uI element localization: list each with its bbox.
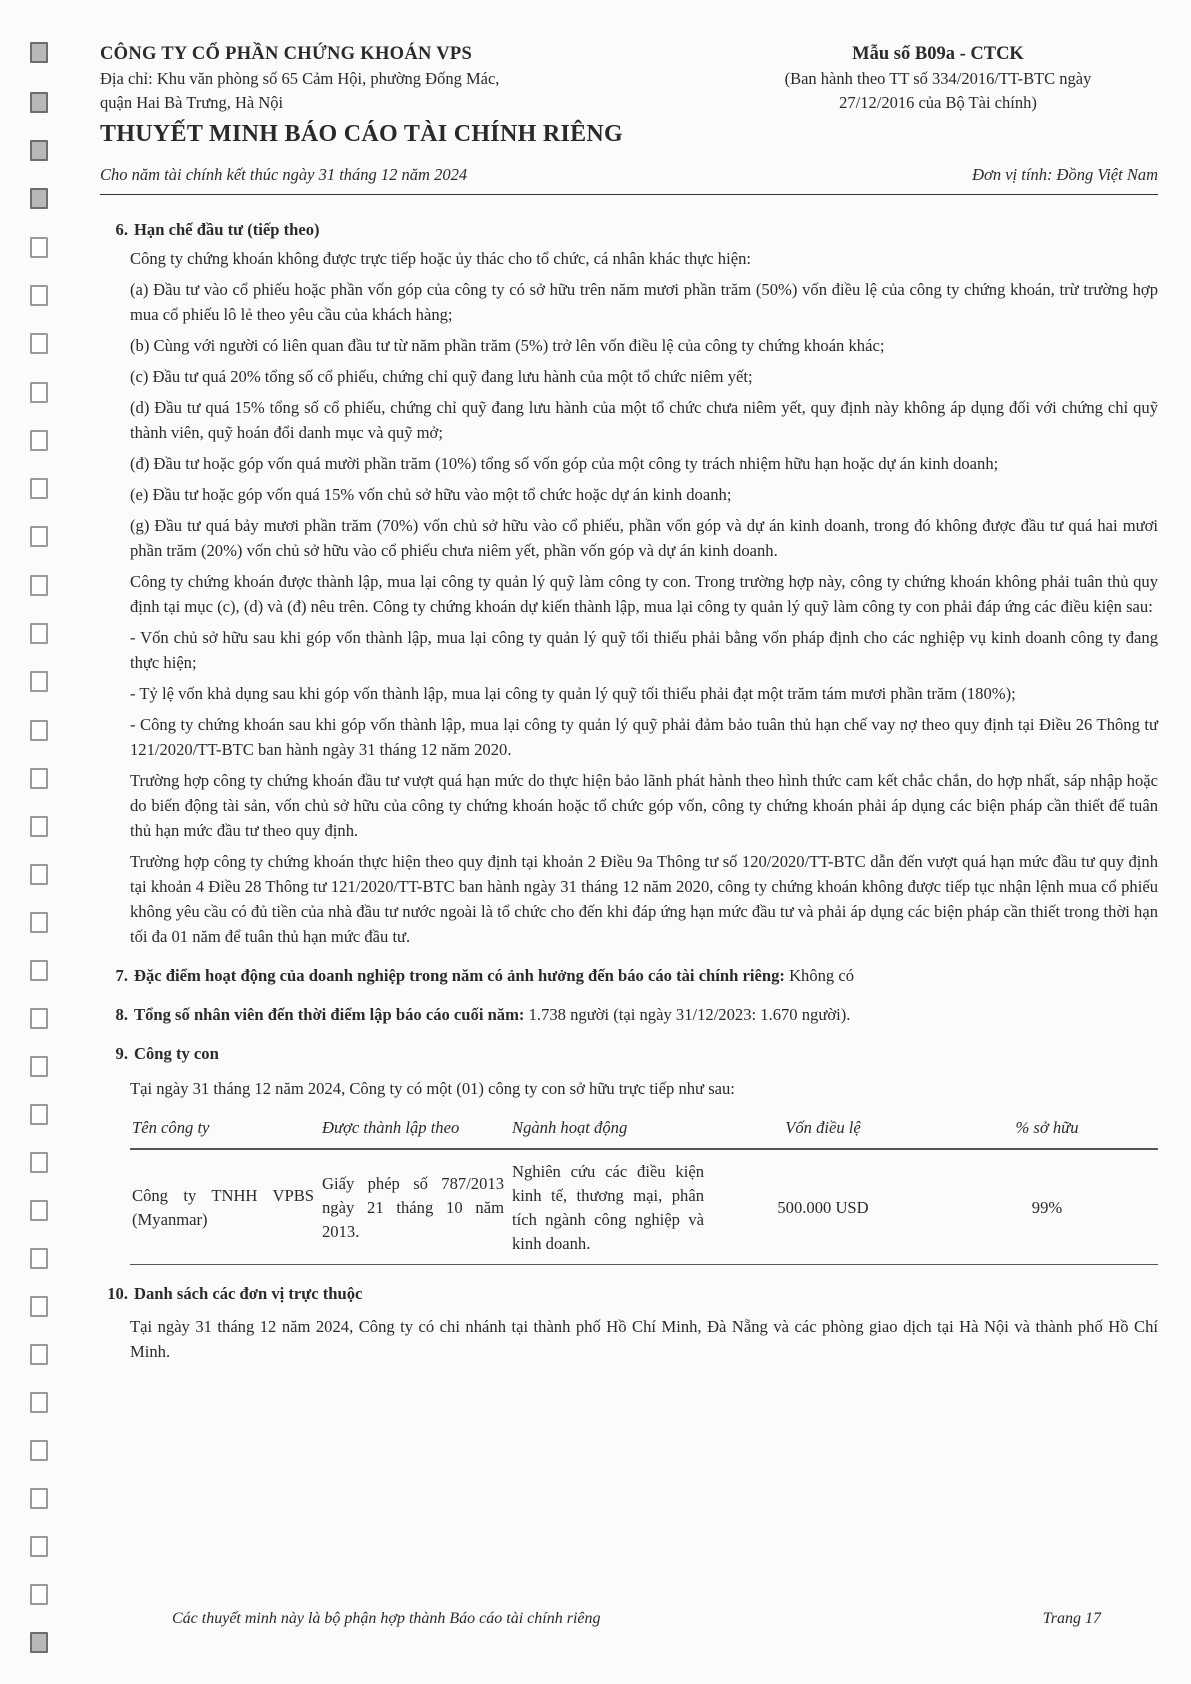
currency-unit: Đơn vị tính: Đồng Việt Nam <box>972 165 1158 184</box>
section-title: Đặc điểm hoạt động của doanh nghiệp trong năm có ảnh hưởng đến báo cáo tài chính riêng: <box>134 966 785 985</box>
paragraph: (a) Đầu tư vào cổ phiếu hoặc phần vốn góp của công ty có sở hữu trên năm mươi phần trăm (50%) vốn điều lệ của công ty chứng khoán, trừ trường hợp mua cổ phiếu lô lẻ theo yêu cầu của khách hàng; <box>130 280 1158 324</box>
section-10-heading <box>100 1281 1158 1306</box>
binding-hole <box>30 623 48 644</box>
section-number: 8. <box>115 1005 128 1024</box>
section-value: 1.738 người (tại ngày 31/12/2023: 1.670 người). <box>528 1005 851 1024</box>
col-header-company: Tên công ty <box>130 1111 320 1149</box>
form-note-line1: (Ban hành theo TT số 334/2016/TT-BTC ngày <box>784 69 1092 88</box>
page-number: Trang 17 <box>1042 1610 1101 1627</box>
binding-hole <box>30 816 48 837</box>
footer-note: Các thuyết minh này là bộ phận hợp thành Báo cáo tài chính riêng <box>172 1610 601 1627</box>
section-number: 6. <box>115 220 128 239</box>
cell-ownership: 99% <box>940 1149 1158 1265</box>
section-number: 7. <box>115 966 128 985</box>
binding-hole <box>30 188 48 209</box>
paragraph: - Vốn chủ sở hữu sau khi góp vốn thành lập, mua lại công ty quản lý quỹ tối thiểu phải bằng vốn pháp định cho các nghiệp vụ kinh doanh công ty đang thực hiện; <box>130 628 1158 672</box>
binding-hole <box>30 960 48 981</box>
company-block <box>100 44 720 148</box>
binding-hole <box>30 1536 48 1557</box>
table-header-row <box>130 1111 1158 1149</box>
binding-hole <box>30 382 48 403</box>
binding-hole <box>30 1392 48 1413</box>
fiscal-year: Cho năm tài chính kết thúc ngày 31 tháng 12 năm 2024 <box>100 165 468 184</box>
section-title: Tổng số nhân viên đến thời điểm lập báo cáo cuối năm: <box>134 1005 525 1024</box>
col-header-ownership: % sở hữu <box>940 1111 1158 1149</box>
subsidiary-table <box>130 1111 1158 1265</box>
paragraph: (b) Cùng với người có liên quan đầu tư từ năm phần trăm (5%) trở lên vốn điều lệ của công ty chứng khoán khác; <box>130 336 885 355</box>
form-block <box>718 44 1158 115</box>
binding-hole <box>30 478 48 499</box>
binding-hole <box>30 1152 48 1173</box>
cell-activity: Nghiên cứu các điều kiện kinh tế, thương mại, phân tích ngành công nghiệp và kinh doanh. <box>510 1149 710 1265</box>
binding-hole <box>30 526 48 547</box>
binding-hole <box>30 1440 48 1461</box>
paragraph: - Công ty chứng khoán sau khi góp vốn thành lập, mua lại công ty quản lý quỹ phải đảm bảo tuân thủ hạn chế vay nợ theo quy định tại Điều 26 Thông tư 121/2020/TT-BTC ban hành ngày 31 tháng 12 năm 2020. <box>130 715 1158 759</box>
binding-hole <box>30 768 48 789</box>
report-title: THUYẾT MINH BÁO CÁO TÀI CHÍNH RIÊNG <box>100 121 624 147</box>
document-body <box>100 217 1158 1364</box>
paragraph: (đ) Đầu tư hoặc góp vốn quá mười phần trăm (10%) tổng số vốn góp của một công ty trách nhiệm hữu hạn hoặc dự án kinh doanh; <box>130 454 999 473</box>
form-note-line2: 27/12/2016 của Bộ Tài chính) <box>839 93 1037 112</box>
binding-hole <box>30 864 48 885</box>
binding-hole <box>30 575 48 596</box>
section-number: 9. <box>115 1044 128 1063</box>
binding-hole <box>30 1296 48 1317</box>
binding-hole <box>30 333 48 354</box>
paragraph: (g) Đầu tư quá bảy mươi phần trăm (70%) vốn chủ sở hữu vào cổ phiếu, phần vốn góp và dự án kinh doanh, trong đó không được đầu tư quá hai mươi phần trăm (20%) vốn chủ sở hữu vào cổ phiếu chưa niêm yết, phần vốn góp và dự án kinh doanh. <box>130 516 1158 560</box>
binding-hole <box>30 285 48 306</box>
binding-hole <box>30 1344 48 1365</box>
binding-hole <box>30 720 48 741</box>
section-9-heading <box>100 1041 1158 1066</box>
binding-hole <box>30 1584 48 1605</box>
col-header-activity: Ngành hoạt động <box>510 1111 710 1149</box>
section-title: Hạn chế đầu tư (tiếp theo) <box>134 220 320 239</box>
binding-hole <box>30 140 48 161</box>
binding-hole <box>30 1200 48 1221</box>
paragraph: Trường hợp công ty chứng khoán đầu tư vượt quá hạn mức do thực hiện bảo lãnh phát hành theo hình thức cam kết chắc chắn, do hợp nhất, sáp nhập hoặc do biến động tài sản, vốn chủ sở hữu của công ty chứng khoán hoặc tổ chức góp vốn, công ty chứng khoán phải áp dụng các biện pháp cần thiết để tuân thủ hạn mức đầu tư theo quy định. <box>130 771 1158 840</box>
binding-hole <box>30 1008 48 1029</box>
section-title: Công ty con <box>134 1044 219 1063</box>
company-name: CÔNG TY CỔ PHẦN CHỨNG KHOÁN VPS <box>100 44 473 64</box>
section-6-heading <box>100 217 1158 242</box>
col-header-established: Được thành lập theo <box>320 1111 510 1149</box>
section-title: Danh sách các đơn vị trực thuộc <box>134 1284 363 1303</box>
binding-hole <box>30 237 48 258</box>
paragraph: (c) Đầu tư quá 20% tổng số cổ phiếu, chứng chỉ quỹ đang lưu hành của một tổ chức niêm yết; <box>130 367 753 386</box>
paragraph: Công ty chứng khoán được thành lập, mua lại công ty quản lý quỹ làm công ty con. Trong trường hợp này, công ty chứng khoán không phải tuân thủ quy định tại mục (c), (d) và (đ) nêu trên. Công ty chứng khoán dự kiến thành lập, mua lại công ty quản lý quỹ làm công ty con phải đáp ứng các điều kiện sau: <box>130 572 1158 616</box>
binding-hole <box>30 1104 48 1125</box>
binding-hole <box>30 912 48 933</box>
binding-holes <box>18 0 58 1684</box>
binding-hole <box>30 430 48 451</box>
paragraph: Công ty chứng khoán không được trực tiếp hoặc ủy thác cho tổ chức, cá nhân khác thực hiện: <box>130 249 751 268</box>
binding-hole <box>30 671 48 692</box>
binding-hole <box>30 42 48 63</box>
paragraph: - Tỷ lệ vốn khả dụng sau khi góp vốn thành lập, mua lại công ty quản lý quỹ tối thiểu phải đạt một trăm tám mươi phần trăm (180%); <box>130 684 1016 703</box>
binding-hole <box>30 1488 48 1509</box>
cell-established: Giấy phép số 787/2013 ngày 21 tháng 10 năm 2013. <box>320 1149 510 1265</box>
form-number: Mẫu số B09a - CTCK <box>852 44 1024 64</box>
binding-hole <box>30 92 48 113</box>
table-row <box>130 1149 1158 1265</box>
section-number: 10. <box>107 1284 128 1303</box>
binding-hole <box>30 1248 48 1269</box>
page-header <box>100 44 1158 195</box>
paragraph: (e) Đầu tư hoặc góp vốn quá 15% vốn chủ sở hữu vào một tổ chức hoặc dự án kinh doanh; <box>130 485 732 504</box>
section-7-heading <box>100 963 1158 988</box>
paragraph: Tại ngày 31 tháng 12 năm 2024, Công ty có một (01) công ty con sở hữu trực tiếp như sau: <box>130 1079 735 1098</box>
cell-company: Công ty TNHH VPBS (Myanmar) <box>130 1149 320 1265</box>
binding-hole <box>30 1056 48 1077</box>
paragraph: (d) Đầu tư quá 15% tổng số cổ phiếu, chứng chỉ quỹ đang lưu hành của một tổ chức chưa niêm yết, quy định này không áp dụng đối với chứng chỉ quỹ thành viên, quỹ hoán đổi danh mục và quỹ mở; <box>130 398 1158 442</box>
binding-hole <box>30 1632 48 1653</box>
company-address-line1: Địa chỉ: Khu văn phòng số 65 Cảm Hội, phường Đống Mác, <box>100 69 500 88</box>
document-page <box>100 44 1158 1364</box>
cell-charter-capital: 500.000 USD <box>710 1149 940 1265</box>
section-8-heading <box>100 1002 1158 1027</box>
paragraph: Tại ngày 31 tháng 12 năm 2024, Công ty có chi nhánh tại thành phố Hồ Chí Minh, Đà Nẵng và các phòng giao dịch tại Hà Nội và thành phố Hồ Chí Minh. <box>130 1317 1158 1361</box>
paragraph: Trường hợp công ty chứng khoán thực hiện theo quy định tại khoản 2 Điều 9a Thông tư số 120/2020/TT-BTC dẫn đến vượt quá hạn mức đầu tư quy định tại khoản 4 Điều 28 Thông tư 121/2020/TT-BTC ban hành ngày 31 tháng 12 năm 2020, công ty chứng khoán không được tiếp tục nhận lệnh mua cổ phiếu không yêu cầu có đủ tiền của nhà đầu tư nước ngoài là tổ chức cho đến khi đáp ứng hạn mức đầu tư và phải áp dụng các biện pháp cần thiết trong thời hạn tối đa 01 năm để tuân thủ hạn mức đầu tư. <box>130 852 1158 946</box>
company-address-line2: quận Hai Bà Trưng, Hà Nội <box>100 93 284 112</box>
section-value: Không có <box>789 966 855 985</box>
col-header-charter-capital: Vốn điều lệ <box>710 1111 940 1149</box>
